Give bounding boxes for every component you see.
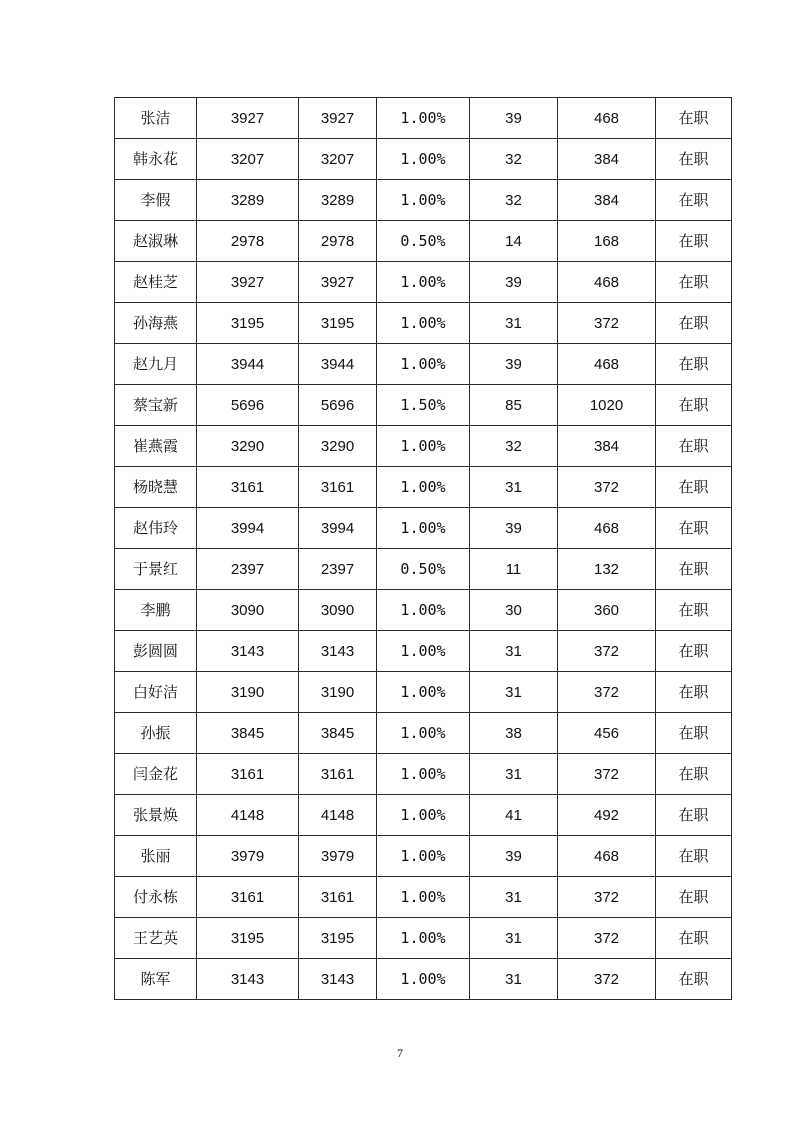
cell-status: 在职 — [656, 426, 732, 467]
cell-amount-1: 11 — [470, 549, 558, 590]
cell-rate: 1.00% — [377, 139, 470, 180]
cell-base-1: 3290 — [197, 426, 299, 467]
cell-amount-2: 372 — [558, 918, 656, 959]
cell-amount-2: 456 — [558, 713, 656, 754]
cell-base-1: 3090 — [197, 590, 299, 631]
cell-amount-2: 468 — [558, 262, 656, 303]
cell-status: 在职 — [656, 836, 732, 877]
cell-name: 于景红 — [115, 549, 197, 590]
table-row — [115, 549, 732, 590]
cell-amount-2: 384 — [558, 180, 656, 221]
cell-status: 在职 — [656, 98, 732, 139]
cell-base-2: 3290 — [299, 426, 377, 467]
table-row — [115, 262, 732, 303]
cell-base-1: 3143 — [197, 631, 299, 672]
cell-name: 孙海燕 — [115, 303, 197, 344]
cell-status: 在职 — [656, 713, 732, 754]
table-row — [115, 508, 732, 549]
cell-base-2: 3190 — [299, 672, 377, 713]
cell-base-2: 3845 — [299, 713, 377, 754]
cell-base-1: 3143 — [197, 959, 299, 1000]
cell-amount-1: 39 — [470, 98, 558, 139]
cell-status: 在职 — [656, 549, 732, 590]
cell-base-2: 2978 — [299, 221, 377, 262]
cell-base-2: 3143 — [299, 631, 377, 672]
cell-base-2: 3944 — [299, 344, 377, 385]
cell-rate: 1.00% — [377, 508, 470, 549]
cell-status: 在职 — [656, 508, 732, 549]
cell-name: 赵九月 — [115, 344, 197, 385]
cell-amount-1: 31 — [470, 467, 558, 508]
table-row — [115, 467, 732, 508]
cell-status: 在职 — [656, 754, 732, 795]
cell-base-1: 3289 — [197, 180, 299, 221]
cell-status: 在职 — [656, 262, 732, 303]
cell-rate: 1.00% — [377, 672, 470, 713]
cell-name: 孙振 — [115, 713, 197, 754]
cell-amount-2: 468 — [558, 836, 656, 877]
cell-status: 在职 — [656, 795, 732, 836]
cell-status: 在职 — [656, 303, 732, 344]
cell-name: 白好洁 — [115, 672, 197, 713]
cell-name: 张景焕 — [115, 795, 197, 836]
cell-name: 王艺英 — [115, 918, 197, 959]
cell-rate: 1.00% — [377, 262, 470, 303]
cell-rate: 1.00% — [377, 836, 470, 877]
cell-base-1: 3927 — [197, 262, 299, 303]
table-row — [115, 385, 732, 426]
cell-base-2: 3994 — [299, 508, 377, 549]
cell-base-1: 3979 — [197, 836, 299, 877]
cell-base-2: 5696 — [299, 385, 377, 426]
cell-rate: 0.50% — [377, 549, 470, 590]
cell-name: 赵淑琳 — [115, 221, 197, 262]
cell-name: 李假 — [115, 180, 197, 221]
cell-amount-1: 31 — [470, 754, 558, 795]
table-row — [115, 631, 732, 672]
cell-status: 在职 — [656, 180, 732, 221]
cell-name: 崔燕霞 — [115, 426, 197, 467]
cell-base-1: 3195 — [197, 918, 299, 959]
cell-amount-2: 468 — [558, 508, 656, 549]
cell-base-2: 3195 — [299, 918, 377, 959]
table-row — [115, 344, 732, 385]
cell-amount-1: 32 — [470, 139, 558, 180]
cell-base-2: 4148 — [299, 795, 377, 836]
cell-rate: 1.00% — [377, 426, 470, 467]
cell-name: 韩永花 — [115, 139, 197, 180]
cell-name: 彭圆圆 — [115, 631, 197, 672]
cell-amount-1: 39 — [470, 262, 558, 303]
cell-status: 在职 — [656, 590, 732, 631]
cell-name: 付永栋 — [115, 877, 197, 918]
cell-base-2: 3090 — [299, 590, 377, 631]
cell-amount-2: 1020 — [558, 385, 656, 426]
cell-amount-1: 39 — [470, 344, 558, 385]
cell-base-1: 3845 — [197, 713, 299, 754]
cell-name: 赵桂芝 — [115, 262, 197, 303]
cell-base-1: 3944 — [197, 344, 299, 385]
cell-rate: 1.00% — [377, 590, 470, 631]
cell-base-1: 3190 — [197, 672, 299, 713]
cell-amount-1: 39 — [470, 508, 558, 549]
table-row — [115, 836, 732, 877]
table-row — [115, 672, 732, 713]
table-row — [115, 426, 732, 467]
table-row — [115, 180, 732, 221]
cell-base-1: 4148 — [197, 795, 299, 836]
table-row — [115, 959, 732, 1000]
page-number: 7 — [397, 1046, 403, 1060]
cell-base-1: 3207 — [197, 139, 299, 180]
cell-rate: 1.00% — [377, 877, 470, 918]
cell-amount-2: 372 — [558, 303, 656, 344]
table-row — [115, 139, 732, 180]
cell-base-1: 3927 — [197, 98, 299, 139]
table-row — [115, 303, 732, 344]
cell-base-2: 3161 — [299, 877, 377, 918]
cell-rate: 1.00% — [377, 467, 470, 508]
cell-amount-1: 39 — [470, 836, 558, 877]
cell-name: 蔡宝新 — [115, 385, 197, 426]
cell-amount-2: 372 — [558, 672, 656, 713]
cell-name: 张洁 — [115, 98, 197, 139]
cell-name: 闫金花 — [115, 754, 197, 795]
cell-name: 赵伟玲 — [115, 508, 197, 549]
cell-base-2: 3289 — [299, 180, 377, 221]
cell-rate: 1.00% — [377, 180, 470, 221]
cell-base-1: 2397 — [197, 549, 299, 590]
cell-amount-2: 372 — [558, 959, 656, 1000]
cell-amount-1: 31 — [470, 877, 558, 918]
cell-amount-2: 360 — [558, 590, 656, 631]
cell-base-2: 3927 — [299, 262, 377, 303]
table-row — [115, 877, 732, 918]
cell-status: 在职 — [656, 631, 732, 672]
cell-base-2: 3927 — [299, 98, 377, 139]
cell-amount-1: 32 — [470, 426, 558, 467]
cell-base-2: 3979 — [299, 836, 377, 877]
cell-amount-2: 132 — [558, 549, 656, 590]
cell-base-1: 3161 — [197, 754, 299, 795]
cell-name: 杨晓慧 — [115, 467, 197, 508]
cell-rate: 1.00% — [377, 713, 470, 754]
cell-amount-1: 41 — [470, 795, 558, 836]
cell-status: 在职 — [656, 385, 732, 426]
cell-amount-2: 468 — [558, 344, 656, 385]
cell-status: 在职 — [656, 139, 732, 180]
cell-base-1: 2978 — [197, 221, 299, 262]
cell-rate: 1.00% — [377, 303, 470, 344]
cell-amount-2: 384 — [558, 139, 656, 180]
cell-base-1: 5696 — [197, 385, 299, 426]
cell-amount-2: 492 — [558, 795, 656, 836]
cell-status: 在职 — [656, 918, 732, 959]
table-row — [115, 918, 732, 959]
table-row — [115, 98, 732, 139]
cell-base-1: 3994 — [197, 508, 299, 549]
cell-rate: 1.00% — [377, 754, 470, 795]
cell-amount-1: 30 — [470, 590, 558, 631]
cell-status: 在职 — [656, 672, 732, 713]
cell-rate: 1.50% — [377, 385, 470, 426]
cell-amount-2: 372 — [558, 754, 656, 795]
employee-table — [114, 97, 732, 1000]
table-row — [115, 754, 732, 795]
cell-name: 张丽 — [115, 836, 197, 877]
cell-amount-1: 31 — [470, 303, 558, 344]
cell-base-2: 3143 — [299, 959, 377, 1000]
cell-status: 在职 — [656, 221, 732, 262]
cell-base-1: 3195 — [197, 303, 299, 344]
cell-base-2: 2397 — [299, 549, 377, 590]
table-row — [115, 221, 732, 262]
cell-status: 在职 — [656, 877, 732, 918]
cell-rate: 1.00% — [377, 344, 470, 385]
table-body — [115, 98, 732, 1000]
cell-amount-2: 384 — [558, 426, 656, 467]
cell-name: 陈军 — [115, 959, 197, 1000]
table-row — [115, 590, 732, 631]
table-row — [115, 795, 732, 836]
cell-base-2: 3161 — [299, 467, 377, 508]
cell-amount-1: 31 — [470, 672, 558, 713]
cell-status: 在职 — [656, 467, 732, 508]
cell-base-2: 3207 — [299, 139, 377, 180]
cell-amount-2: 372 — [558, 877, 656, 918]
cell-amount-1: 14 — [470, 221, 558, 262]
cell-base-2: 3161 — [299, 754, 377, 795]
cell-amount-1: 85 — [470, 385, 558, 426]
cell-status: 在职 — [656, 344, 732, 385]
cell-amount-1: 31 — [470, 959, 558, 1000]
cell-rate: 1.00% — [377, 795, 470, 836]
cell-amount-1: 31 — [470, 918, 558, 959]
cell-base-1: 3161 — [197, 467, 299, 508]
cell-amount-2: 468 — [558, 98, 656, 139]
cell-base-2: 3195 — [299, 303, 377, 344]
cell-amount-1: 32 — [470, 180, 558, 221]
cell-rate: 1.00% — [377, 98, 470, 139]
cell-rate: 1.00% — [377, 918, 470, 959]
cell-amount-2: 168 — [558, 221, 656, 262]
cell-amount-1: 38 — [470, 713, 558, 754]
cell-name: 李鹏 — [115, 590, 197, 631]
cell-rate: 1.00% — [377, 631, 470, 672]
cell-amount-2: 372 — [558, 467, 656, 508]
cell-amount-2: 372 — [558, 631, 656, 672]
table-row — [115, 713, 732, 754]
cell-rate: 0.50% — [377, 221, 470, 262]
cell-base-1: 3161 — [197, 877, 299, 918]
cell-status: 在职 — [656, 959, 732, 1000]
cell-rate: 1.00% — [377, 959, 470, 1000]
cell-amount-1: 31 — [470, 631, 558, 672]
